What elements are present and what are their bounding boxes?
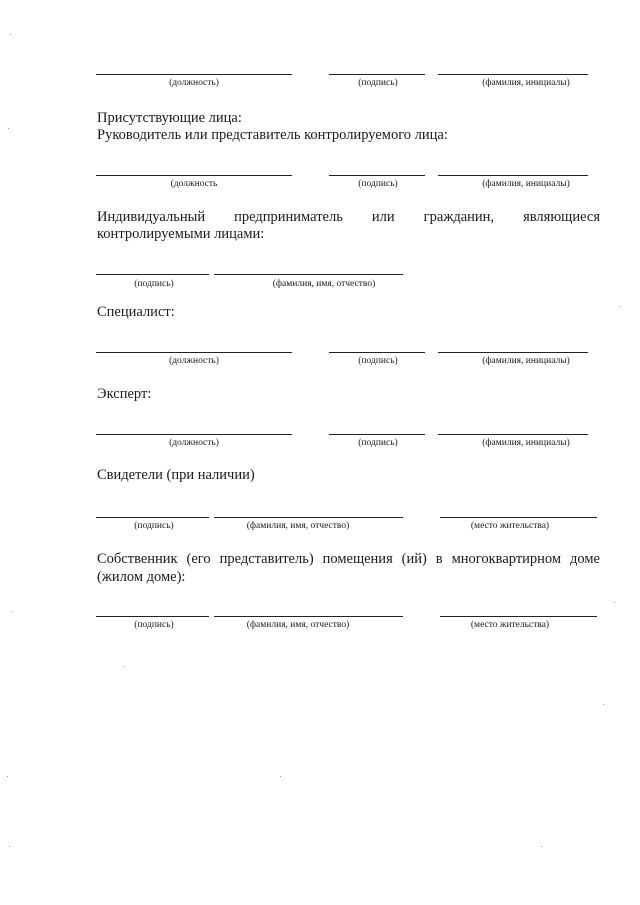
signature-line bbox=[329, 175, 425, 176]
residence-line bbox=[440, 517, 597, 518]
scan-speck bbox=[7, 776, 8, 777]
present-heading: Присутствующие лица: bbox=[97, 110, 242, 126]
signature-line bbox=[96, 616, 209, 617]
fullname-caption: (фамилия, имя, отчество) bbox=[246, 620, 350, 630]
position-line bbox=[96, 175, 292, 176]
owner-heading-line2: (жилом доме): bbox=[97, 569, 186, 585]
scan-speck bbox=[280, 776, 281, 777]
scan-speck bbox=[9, 846, 10, 847]
signature-line bbox=[96, 274, 209, 275]
residence-line bbox=[440, 616, 597, 617]
specialist-heading: Специалист: bbox=[97, 304, 175, 320]
name-caption: (фамилия, инициалы) bbox=[482, 438, 570, 448]
position-line bbox=[96, 434, 292, 435]
signature-line bbox=[329, 352, 425, 353]
expert-heading: Эксперт: bbox=[97, 386, 152, 402]
signature-caption: (подпись) bbox=[358, 356, 398, 366]
fullname-line bbox=[214, 274, 403, 275]
fullname-line bbox=[214, 616, 403, 617]
position-line bbox=[96, 352, 292, 353]
position-caption: (должность) bbox=[169, 438, 219, 448]
signature-line bbox=[329, 434, 425, 435]
scan-speck bbox=[620, 306, 621, 307]
manager-heading: Руководитель или представитель контролируемого лица: bbox=[97, 127, 448, 143]
owner-heading-line1: Собственник (его представитель) помещения (ий) в многоквартирном доме bbox=[97, 551, 600, 567]
signature-caption: (подпись) bbox=[134, 620, 174, 630]
residence-caption: (место жительства) bbox=[470, 521, 550, 531]
signature-line bbox=[96, 517, 209, 518]
name-line bbox=[438, 74, 588, 75]
scan-speck bbox=[8, 128, 9, 129]
name-line bbox=[438, 175, 588, 176]
position-line bbox=[96, 74, 292, 75]
name-line bbox=[438, 434, 588, 435]
fullname-caption: (фамилия, имя, отчество) bbox=[272, 279, 376, 289]
scan-speck bbox=[124, 666, 125, 667]
signature-caption: (подпись) bbox=[358, 78, 398, 88]
name-line bbox=[438, 352, 588, 353]
scan-speck bbox=[603, 704, 604, 705]
position-caption: (должность) bbox=[169, 78, 219, 88]
name-caption: (фамилия, инициалы) bbox=[482, 179, 570, 189]
signature-caption: (подпись) bbox=[358, 179, 398, 189]
entrepreneur-heading-line1: Индивидуальный предприниматель или гражданин, являющиеся bbox=[97, 209, 600, 225]
scan-speck bbox=[12, 611, 13, 612]
position-caption: (должность bbox=[170, 179, 218, 189]
position-caption: (должность) bbox=[169, 356, 219, 366]
entrepreneur-heading-line2: контролируемыми лицами: bbox=[97, 226, 265, 242]
scan-speck bbox=[541, 846, 542, 847]
witnesses-heading: Свидетели (при наличии) bbox=[97, 467, 255, 483]
fullname-caption: (фамилия, имя, отчество) bbox=[246, 521, 350, 531]
scan-speck bbox=[10, 34, 11, 35]
signature-caption: (подпись) bbox=[134, 279, 174, 289]
name-caption: (фамилия, инициалы) bbox=[482, 356, 570, 366]
name-caption: (фамилия, инициалы) bbox=[482, 78, 570, 88]
signature-caption: (подпись) bbox=[358, 438, 398, 448]
residence-caption: (место жительства) bbox=[470, 620, 550, 630]
fullname-line bbox=[214, 517, 403, 518]
signature-caption: (подпись) bbox=[134, 521, 174, 531]
signature-line bbox=[329, 74, 425, 75]
scan-speck bbox=[614, 602, 615, 603]
